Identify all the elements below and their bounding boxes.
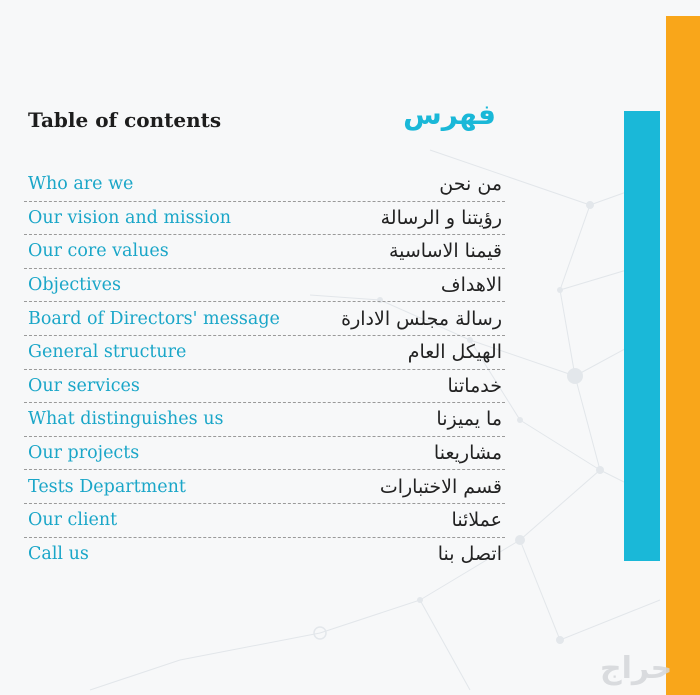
toc-item-english: Board of Directors' message	[28, 308, 280, 329]
table-of-contents	[24, 168, 505, 571]
haraj-watermark: حراج	[600, 651, 673, 686]
toc-item-arabic: قيمنا الاساسية	[388, 240, 502, 263]
toc-row[interactable]	[24, 470, 505, 504]
toc-item-english: What distinguishes us	[28, 409, 224, 430]
toc-item-english: Our vision and mission	[28, 207, 232, 228]
toc-item-arabic: رؤيتنا و الرسالة	[380, 206, 502, 229]
toc-item-english: General structure	[28, 342, 187, 363]
toc-row[interactable]	[24, 504, 505, 538]
toc-row[interactable]	[24, 437, 505, 471]
toc-item-english: Our services	[28, 375, 140, 396]
toc-row[interactable]	[24, 403, 505, 437]
toc-item-arabic: عملائنا	[451, 509, 502, 532]
toc-item-arabic: اتصل بنا	[437, 543, 502, 566]
toc-row[interactable]	[24, 370, 505, 404]
toc-item-english: Who are we	[28, 174, 134, 195]
toc-item-english: Call us	[28, 544, 89, 565]
toc-item-arabic: الاهداف	[440, 274, 502, 297]
toc-item-english: Tests Department	[28, 476, 186, 497]
toc-row[interactable]	[24, 235, 505, 269]
toc-row[interactable]	[24, 538, 505, 572]
toc-item-arabic: من نحن	[439, 173, 502, 196]
toc-item-arabic: خدماتنا	[447, 374, 502, 397]
toc-row[interactable]	[24, 202, 505, 236]
toc-row[interactable]	[24, 302, 505, 336]
page-title-english: Table of contents	[28, 108, 222, 132]
page-title-arabic: فهرس	[403, 98, 496, 131]
toc-item-arabic: مشاريعنا	[433, 442, 502, 465]
toc-item-arabic: رسالة مجلس الادارة	[341, 307, 502, 330]
toc-row[interactable]	[24, 168, 505, 202]
orange-accent-bar	[666, 16, 700, 695]
toc-item-english: Objectives	[28, 275, 121, 296]
toc-row[interactable]	[24, 269, 505, 303]
toc-item-english: Our projects	[28, 443, 140, 464]
toc-item-english: Our client	[28, 510, 118, 531]
toc-item-arabic: ما يميزنا	[436, 408, 502, 431]
cyan-accent-bar	[624, 111, 660, 561]
toc-item-arabic: قسم الاختبارات	[379, 475, 502, 498]
toc-item-arabic: الهيكل العام	[407, 341, 502, 364]
toc-row[interactable]	[24, 336, 505, 370]
toc-item-english: Our core values	[28, 241, 169, 262]
